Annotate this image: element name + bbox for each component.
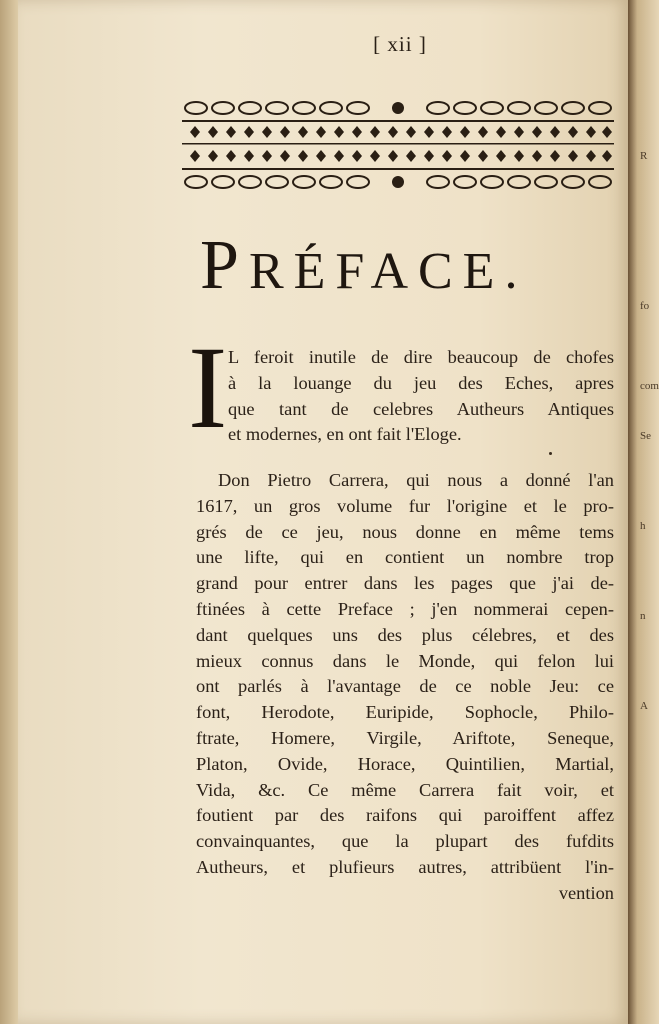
drop-capital: I [188,322,228,453]
next-page-fragment: A [640,700,648,712]
text-line: ont parlés à l'avantage de ce noble Jeu: ce [196,676,614,697]
text-line: dant quelques uns des plus célebres, et des [196,624,614,645]
text-line: que tant de celebres Autheurs Antiques [228,398,614,419]
title-period: . [504,243,528,300]
text-line: Don Pietro Carrera, qui nous a donné l'an [218,470,614,490]
text-line: à la louange du jeu des Eches, apres [228,372,614,393]
page-title [200,226,620,306]
title-rest: RÉFACE [248,243,505,300]
text-line: une lifte, qui en contient un nombre trop [196,547,614,568]
text-line: convainquantes, que la plupart des fufdits [196,831,614,852]
text-line: mieux connus dans le Monde, qui felon lui [196,650,614,671]
text-line: Platon, Ovide, Horace, Quintilien, Martial, [196,753,614,774]
next-page-fragment: R [640,150,648,162]
next-page-fragment: Se [640,430,651,442]
text-line: foutient par des raifons qui paroiffent affez [196,805,614,826]
next-page-fragment: com [640,380,659,392]
ink-mark [549,452,552,455]
paragraph-2 [196,468,614,907]
paragraph-1 [228,345,614,448]
text-line: 1617, un gros volume fur l'origine et le pro- [196,495,614,516]
text-line: font, Herodote, Euripide, Sophocle, Philo- [196,702,614,723]
text-line: Autheurs, et plufieurs autres, attribüent l'in- [196,856,614,877]
text-line: Vida, &c. Ce même Carrera fait voir, et [196,779,614,800]
title-initial: P [200,227,249,304]
text-line: grand pour entrer dans les pages que j'ai de- [196,573,614,594]
text-line: et modernes, en ont fait l'Eloge. [228,424,462,445]
page-number: [ xii ] [373,32,427,56]
next-page-fragment: n [640,610,646,622]
printers-ornament-band [182,96,614,194]
next-page-edge [628,0,659,1024]
text-line: ftrate, Homere, Virgile, Ariftote, Seneque, [196,727,614,748]
next-page-fragment: fo [640,300,650,312]
catchword: vention [558,882,614,903]
text-line: grés de ce jeu, nous donne en même tems [196,521,614,542]
next-page-fragment: h [640,520,646,532]
text-line: ftinées à cette Preface ; j'en nommerai cepen- [196,598,614,619]
text-line: L feroit inutile de dire beaucoup de chofes [228,347,614,367]
